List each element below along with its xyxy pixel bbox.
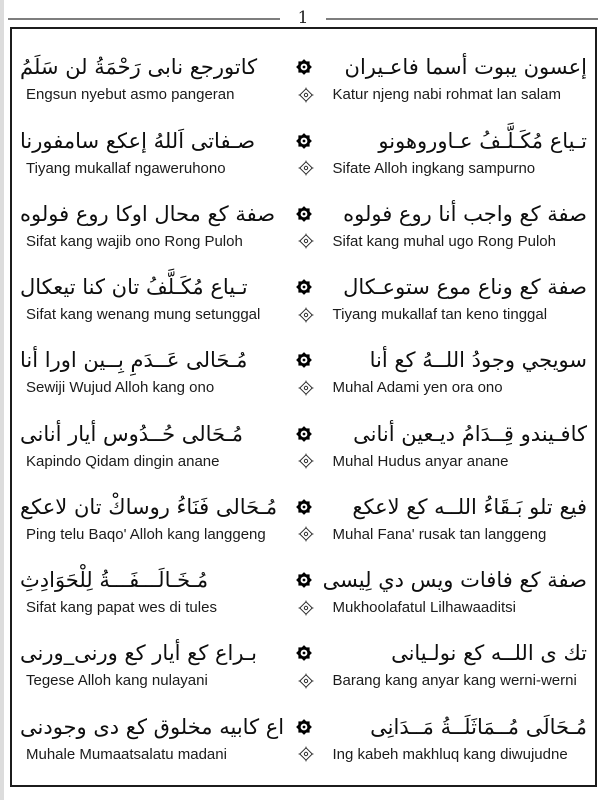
verse-row: [12, 343, 595, 397]
diamond-dot-icon: [289, 600, 323, 616]
rub-el-hizb-star-icon: [287, 350, 321, 370]
verse-row: [12, 563, 595, 617]
arabic-right-hemistich: فيع تلو بَـقَاءُ اللــه كع لاعكع: [352, 494, 587, 519]
latin-right-text: Sifat kang muhal ugo Rong Puloh: [332, 232, 556, 250]
latin-left-text: Ping telu Baqo' Alloh kang langgeng: [26, 525, 266, 543]
header-rule-right: [326, 18, 598, 20]
diamond-dot-icon: [289, 87, 323, 103]
rub-el-hizb-star-icon: [287, 57, 321, 77]
latin-left-text: Muhale Mumaatsalatu madani: [26, 745, 227, 763]
arabic-left-hemistich: مُـحَالى عَــدَمِ بِــين اورا أنا: [20, 348, 248, 373]
latin-left-text: Sifat kang wenang mung setunggal: [26, 306, 261, 324]
latin-left-text: Engsun nyebut asmo pangeran: [26, 86, 235, 104]
latin-left-text: Kapindo Qidam dingin anane: [26, 452, 220, 470]
latin-right-text: Barang kang anyar kang werni-werni: [332, 672, 577, 690]
latin-line: [12, 525, 595, 544]
arabic-line: [12, 490, 595, 524]
latin-left-text: Sewiji Wujud Alloh kang ono: [26, 379, 215, 397]
page-number: 1: [297, 7, 309, 28]
diamond-dot-icon: [289, 307, 323, 323]
scan-edge-shadow: [0, 0, 4, 800]
latin-line: [12, 452, 595, 471]
latin-line: [12, 85, 595, 104]
latin-left-text: Tegese Alloh kang nulayani: [26, 672, 208, 690]
diamond-dot-icon: [289, 746, 323, 762]
arabic-line: [12, 197, 595, 231]
arabic-left-hemistich: بـراع كع أيار كع ورنى_ورنى: [20, 641, 257, 666]
header-rule-left: [8, 18, 280, 20]
latin-right-text: Muhal Hudus anyar anane: [332, 452, 509, 470]
latin-left-text: Sifat kang wajib ono Rong Puloh: [26, 232, 243, 250]
latin-left-text: Sifat kang papat wes di tules: [26, 599, 217, 617]
latin-right-text: Muhal Adami yen ora ono: [332, 379, 503, 397]
latin-line: [12, 232, 595, 251]
latin-line: [12, 378, 595, 397]
diamond-dot-icon: [289, 673, 323, 689]
latin-left-text: Tiyang mukallaf ngaweruhono: [26, 159, 226, 177]
arabic-left-hemistich: مُـخَـالَـــفَـــةُ لِلْحَوَادِثِ: [20, 568, 209, 593]
arabic-right-hemistich: تـياع مُكَـلَّـفُ عـاوروهونو: [378, 128, 587, 153]
arabic-line: [12, 50, 595, 84]
latin-line: [12, 305, 595, 324]
verse-row: [12, 417, 595, 471]
latin-line: [12, 598, 595, 617]
rub-el-hizb-star-icon: [287, 204, 321, 224]
diamond-dot-icon: [289, 380, 323, 396]
arabic-line: [12, 710, 595, 744]
diamond-dot-icon: [289, 453, 323, 469]
arabic-left-hemistich: مُـحَالى فَنَاءُ روساكْ تان لاعكع: [20, 494, 278, 519]
latin-line: [12, 159, 595, 178]
diamond-dot-icon: [289, 160, 323, 176]
arabic-right-hemistich: مُـحَالَى مُــمَاثَلَــةُ مَــدَانِى: [370, 714, 587, 739]
arabic-right-hemistich: صفة كع واجب أنا روع فولوه: [343, 201, 587, 226]
rub-el-hizb-star-icon: [287, 643, 321, 663]
arabic-right-hemistich: سويجي وجودُ اللــهُ كع أنا: [369, 348, 587, 373]
arabic-line: [12, 343, 595, 377]
arabic-left-hemistich: مُـحَالى حُــدُوس أيار أنانى: [20, 421, 244, 446]
verse-row: [12, 490, 595, 544]
arabic-line: [12, 270, 595, 304]
arabic-left-hemistich: اع كابيه مخلوق كع دى وجودنى: [20, 714, 285, 739]
diamond-dot-icon: [289, 526, 323, 542]
arabic-line: [12, 417, 595, 451]
arabic-left-hemistich: صـفاتى اَللهُ إعكع سامفورنا: [20, 128, 256, 153]
arabic-line: [12, 124, 595, 158]
rub-el-hizb-star-icon: [287, 277, 321, 297]
latin-right-text: Sifate Alloh ingkang sampurno: [332, 159, 536, 177]
rub-el-hizb-star-icon: [287, 717, 321, 737]
arabic-right-hemistich: كافـيندو قِــدَامُ ديـعين أنانى: [353, 421, 587, 446]
arabic-line: [12, 636, 595, 670]
verse-row: [12, 50, 595, 104]
rub-el-hizb-star-icon: [287, 570, 321, 590]
latin-right-text: Tiyang mukallaf tan keno tinggal: [332, 306, 548, 324]
rub-el-hizb-star-icon: [287, 424, 321, 444]
latin-line: [12, 745, 595, 764]
verse-row: [12, 636, 595, 690]
arabic-line: [12, 563, 595, 597]
verse-row: [12, 124, 595, 178]
arabic-right-hemistich: صفة كع فافات ويس دي لِيسى: [322, 568, 587, 593]
arabic-right-hemistich: تك ى اللــه كع نولـيانى: [391, 641, 587, 666]
page-header: [8, 9, 598, 29]
rub-el-hizb-star-icon: [287, 131, 321, 151]
verse-frame: [10, 27, 597, 787]
arabic-right-hemistich: إعسون يبوت أسما فاعـيران: [344, 55, 587, 80]
verse-row: [12, 197, 595, 251]
latin-right-text: Mukhoolafatul Lilhawaaditsi: [332, 599, 516, 617]
latin-right-text: Ing kabeh makhluq kang diwujudne: [332, 745, 568, 763]
arabic-left-hemistich: تـياع مُكَـلَّفُ تان كنا تيعكال: [20, 275, 248, 300]
verse-row: [12, 710, 595, 764]
arabic-right-hemistich: صفة كع وناع موع ستوعـكال: [343, 275, 587, 300]
latin-right-text: Katur njeng nabi rohmat lan salam: [332, 86, 561, 104]
arabic-left-hemistich: كاتورجع نابى رَحْمَةُ لن سَلَمُ: [20, 55, 258, 80]
latin-line: [12, 671, 595, 690]
rub-el-hizb-star-icon: [287, 497, 321, 517]
arabic-left-hemistich: صفة كع محال اوكا روع فولوه: [20, 201, 276, 226]
diamond-dot-icon: [289, 233, 323, 249]
verse-row: [12, 270, 595, 324]
latin-right-text: Muhal Fana' rusak tan langgeng: [332, 525, 547, 543]
